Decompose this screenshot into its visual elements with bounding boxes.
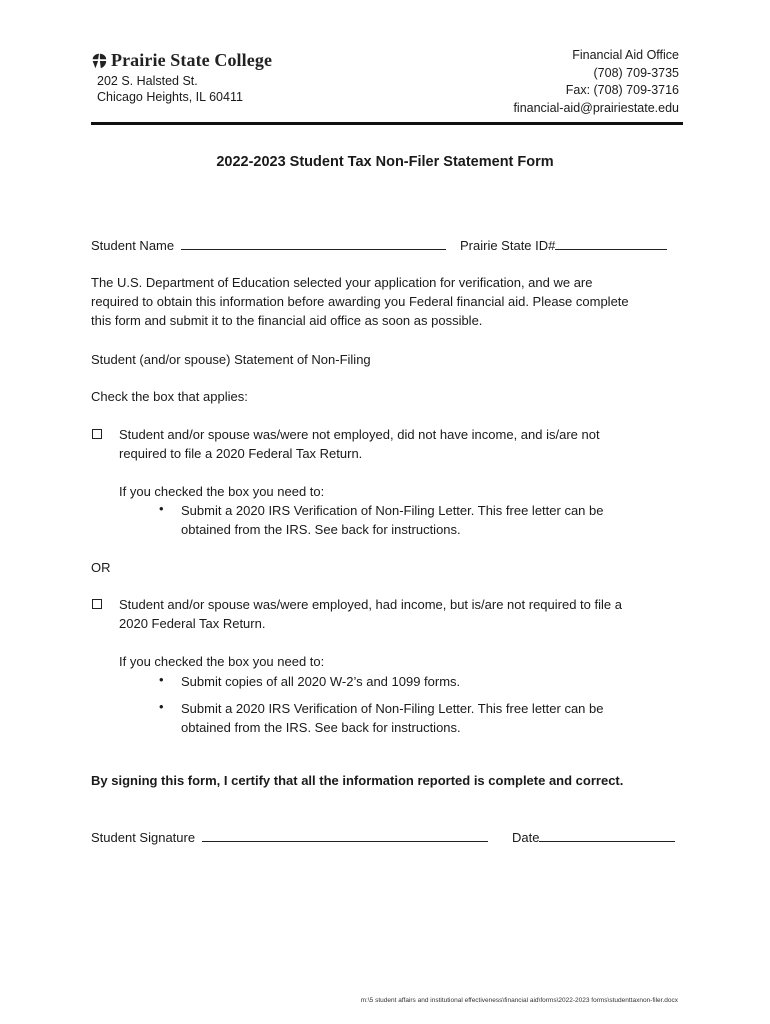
bullet-icon: • — [159, 699, 164, 714]
option-1-line-1: Student and/or spouse was/were not employed, did not have income, and is/are not — [119, 427, 600, 442]
bullet-icon: • — [159, 672, 164, 687]
intro-paragraph — [91, 273, 629, 330]
office-contact — [513, 47, 679, 117]
signature-row — [91, 827, 488, 847]
option-2-if-checked: If you checked the box you need to: — [119, 654, 325, 669]
office-fax: Fax: (708) 709-3716 — [565, 83, 679, 97]
bullet-icon: • — [159, 501, 164, 516]
signature-field[interactable] — [202, 827, 488, 842]
form-title: 2022-2023 Student Tax Non-Filer Statement Form — [216, 154, 554, 170]
option-2-bullet-2 — [181, 699, 603, 737]
date-label: Date — [512, 830, 540, 845]
date-field[interactable] — [539, 827, 675, 842]
intro-line-1: The U.S. Department of Education selected your application for verification, and we are — [91, 275, 593, 290]
college-emblem-icon — [90, 52, 108, 70]
intro-line-3: this form and submit it to the financial aid office as soon as possible. — [91, 313, 483, 328]
header-divider — [91, 122, 683, 125]
option-2-checkbox[interactable] — [92, 599, 102, 609]
address-line-2: Chicago Heights, IL 60411 — [97, 90, 243, 104]
statement-heading: Student (and/or spouse) Statement of Non-Filing — [91, 352, 371, 367]
option-2-line-1: Student and/or spouse was/were employed, had income, but is/are not required to file a — [119, 597, 622, 612]
check-instruction: Check the box that applies: — [91, 389, 248, 404]
option-1-if-checked: If you checked the box you need to: — [119, 484, 325, 499]
signature-label: Student Signature — [91, 830, 196, 845]
certification-statement: By signing this form, I certify that all the information reported is complete and correct. — [91, 773, 624, 788]
option-2-bullet-2-line-2: obtained from the IRS. See back for instructions. — [181, 720, 461, 735]
student-id-label: Prairie State ID# — [460, 238, 556, 253]
option-1-line-2: required to file a 2020 Federal Tax Return. — [119, 446, 363, 461]
option-2-text — [119, 595, 622, 633]
student-name-row — [91, 235, 446, 255]
option-2-line-2: 2020 Federal Tax Return. — [119, 616, 266, 631]
student-name-field[interactable] — [181, 235, 446, 250]
option-1-bullet-1-line-2: obtained from the IRS. See back for instructions. — [181, 522, 461, 537]
date-row — [512, 827, 675, 847]
office-email: financial-aid@prairiestate.edu — [513, 100, 679, 115]
or-label: OR — [91, 560, 111, 575]
student-id-field[interactable] — [555, 235, 667, 250]
option-1-checkbox[interactable] — [92, 429, 102, 439]
option-2-bullet-1: Submit copies of all 2020 W-2’s and 1099 forms. — [181, 674, 461, 689]
college-logo — [90, 50, 272, 71]
footer-file-path: m:\5 student affairs and institutional effectiveness\financial aid\forms\2022-2023 forms\studenttaxnon-filer.docx — [360, 997, 678, 1004]
office-name: Financial Aid Office — [572, 48, 679, 62]
option-1-bullet-1-line-1: Submit a 2020 IRS Verification of Non-Filing Letter. This free letter can be — [181, 503, 604, 518]
student-id-row — [460, 235, 667, 255]
address-line-1: 202 S. Halsted St. — [97, 74, 198, 88]
student-name-label: Student Name — [91, 238, 175, 253]
option-2-bullet-2-line-1: Submit a 2020 IRS Verification of Non-Filing Letter. This free letter can be — [181, 701, 604, 716]
option-1-text — [119, 425, 600, 463]
college-address — [97, 73, 243, 105]
intro-line-2: required to obtain this information before awarding you Federal financial aid. Please complete — [91, 294, 629, 309]
office-phone: (708) 709-3735 — [593, 65, 679, 80]
option-1-bullet-1 — [181, 501, 603, 539]
college-name: Prairie State College — [111, 50, 273, 70]
